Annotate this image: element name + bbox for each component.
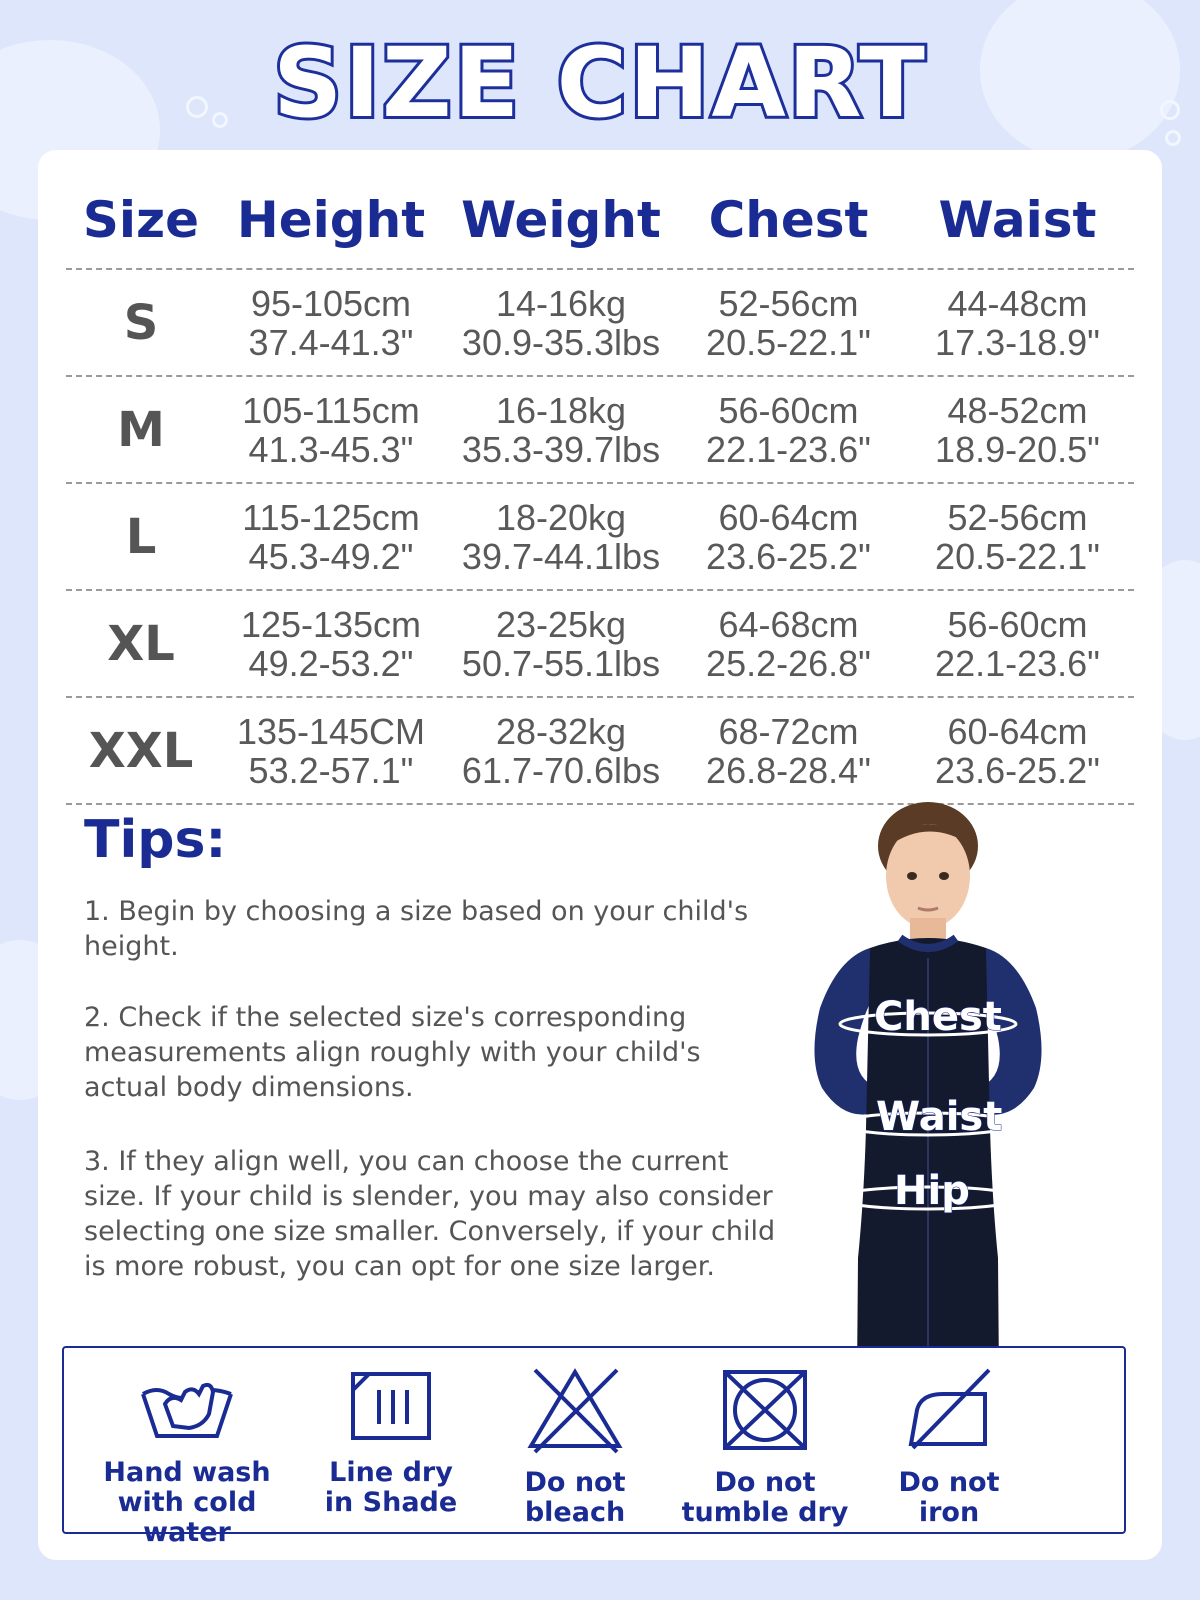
- waist-cell: [901, 498, 1134, 576]
- waist-in: 20.5-22.1": [935, 535, 1100, 577]
- weight-lbs: 61.7-70.6lbs: [461, 749, 661, 791]
- chest-cell: [676, 391, 901, 469]
- care-label: [286, 1458, 496, 1518]
- size-label: S: [123, 294, 159, 351]
- no-iron-icon: [899, 1364, 999, 1454]
- chest-cell: [676, 712, 901, 790]
- chest-cm: 68-72cm: [718, 710, 859, 752]
- care-label: [82, 1458, 292, 1548]
- care-item-line-dry: [286, 1364, 496, 1518]
- size-label: M: [117, 401, 165, 458]
- waist-cm: 48-52cm: [947, 389, 1088, 431]
- header-chest: Chest: [708, 191, 869, 249]
- weight-cell: [446, 712, 676, 790]
- care-label-line2: in Shade: [324, 1487, 458, 1518]
- no-tumble-dry-icon: [715, 1364, 815, 1454]
- care-item-no-iron: [844, 1364, 1054, 1528]
- care-label-line1: Do not: [524, 1467, 626, 1498]
- height-cell: [216, 284, 446, 362]
- line-dry-shade-icon: [341, 1364, 441, 1444]
- hand-wash-icon: [137, 1364, 237, 1444]
- chest-cell: [676, 284, 901, 362]
- waist-in: 22.1-23.6": [935, 642, 1100, 684]
- height-in: 49.2-53.2": [248, 642, 414, 684]
- weight-kg: 23-25kg: [495, 603, 627, 645]
- hip-label: Hip: [894, 1168, 970, 1214]
- tips-title: Tips:: [84, 810, 227, 870]
- size-label: L: [125, 508, 157, 565]
- chest-in: 23.6-25.2": [706, 535, 871, 577]
- chest-in: 20.5-22.1": [706, 321, 871, 363]
- weight-lbs: 35.3-39.7lbs: [461, 428, 661, 470]
- weight-cell: [446, 391, 676, 469]
- table-header-row: [66, 172, 1134, 270]
- care-label-line1: Line dry: [329, 1457, 453, 1488]
- height-in: 53.2-57.1": [248, 749, 414, 791]
- chest-in: 26.8-28.4": [706, 749, 871, 791]
- chest-cm: 56-60cm: [718, 389, 859, 431]
- care-label-line2: bleach: [524, 1497, 626, 1528]
- waist-cm: 56-60cm: [947, 603, 1088, 645]
- waist-cm: 52-56cm: [947, 496, 1088, 538]
- weight-lbs: 39.7-44.1lbs: [461, 535, 661, 577]
- weight-lbs: 30.9-35.3lbs: [461, 321, 661, 363]
- height-cell: [216, 605, 446, 683]
- tip-3: 3. If they align well, you can choose the current size. If your child is slender, you may also consider selecting one size smaller. Conversely, if your child is more robust, you can opt for one size larger.: [84, 1146, 776, 1282]
- header-waist: Waist: [938, 191, 1097, 249]
- weight-cell: [446, 284, 676, 362]
- height-cell: [216, 712, 446, 790]
- chest-label: Chest: [874, 994, 1002, 1040]
- height-cell: [216, 498, 446, 576]
- weight-kg: 16-18kg: [495, 389, 627, 431]
- height-in: 41.3-45.3": [248, 428, 414, 470]
- height-in: 37.4-41.3": [248, 321, 414, 363]
- care-label-line2: tumble dry: [681, 1497, 849, 1528]
- page-title: SIZE CHART: [273, 27, 927, 139]
- care-label-line2: iron: [918, 1497, 980, 1528]
- size-table: [66, 172, 1134, 805]
- care-item-no-tumble-dry: [660, 1364, 870, 1528]
- weight-lbs: 50.7-55.1lbs: [461, 642, 661, 684]
- height-cm: 105-115cm: [242, 389, 420, 431]
- care-item-no-bleach: [470, 1364, 680, 1528]
- care-item-hand-wash: [82, 1364, 292, 1548]
- waist-cell: [901, 712, 1134, 790]
- waist-cell: [901, 605, 1134, 683]
- header-weight: Weight: [461, 191, 661, 249]
- weight-cell: [446, 605, 676, 683]
- table-row: [66, 484, 1134, 591]
- height-cm: 125-135cm: [240, 603, 422, 645]
- height-cm: 135-145CM: [236, 710, 426, 752]
- care-label: [844, 1468, 1054, 1528]
- size-label: XL: [107, 615, 175, 672]
- header-size: Size: [82, 191, 200, 249]
- weight-kg: 28-32kg: [495, 710, 627, 752]
- waist-cm: 44-48cm: [947, 282, 1088, 324]
- weight-cell: [446, 498, 676, 576]
- waist-in: 23.6-25.2": [935, 749, 1100, 791]
- care-label-line1: Hand wash: [103, 1457, 271, 1488]
- care-label-line1: Do not: [714, 1467, 816, 1498]
- chest-cm: 60-64cm: [718, 496, 859, 538]
- chest-in: 22.1-23.6": [706, 428, 871, 470]
- table-row: [66, 591, 1134, 698]
- size-label: XXL: [88, 722, 194, 779]
- chest-cm: 52-56cm: [718, 282, 859, 324]
- table-row: [66, 698, 1134, 805]
- care-label: [660, 1468, 870, 1528]
- waist-label: Waist: [876, 1094, 1003, 1140]
- height-in: 45.3-49.2": [248, 535, 414, 577]
- waist-in: 17.3-18.9": [935, 321, 1100, 363]
- care-label-line1: Do not: [898, 1467, 1000, 1498]
- table-row: [66, 377, 1134, 484]
- weight-kg: 18-20kg: [495, 496, 627, 538]
- no-bleach-icon: [525, 1364, 625, 1454]
- tip-2: 2. Check if the selected size's corresponding measurements align roughly with your child's actual body dimensions.: [84, 1002, 701, 1103]
- table-row: [66, 270, 1134, 377]
- chest-cell: [676, 605, 901, 683]
- weight-kg: 14-16kg: [495, 282, 627, 324]
- waist-cell: [901, 284, 1134, 362]
- height-cm: 115-125cm: [242, 496, 420, 538]
- size-chart-card: [38, 150, 1162, 1560]
- waist-in: 18.9-20.5": [935, 428, 1100, 470]
- care-instructions: [62, 1346, 1126, 1548]
- chest-in: 25.2-26.8": [706, 642, 871, 684]
- header-height: Height: [236, 191, 426, 249]
- chest-cm: 64-68cm: [718, 603, 859, 645]
- care-label-line2: with cold water: [117, 1487, 257, 1548]
- height-cm: 95-105cm: [250, 282, 412, 324]
- care-label: [470, 1468, 680, 1528]
- waist-cell: [901, 391, 1134, 469]
- chest-cell: [676, 498, 901, 576]
- tip-1: 1. Begin by choosing a size based on your child's height.: [84, 896, 749, 962]
- height-cell: [216, 391, 446, 469]
- waist-cm: 60-64cm: [947, 710, 1088, 752]
